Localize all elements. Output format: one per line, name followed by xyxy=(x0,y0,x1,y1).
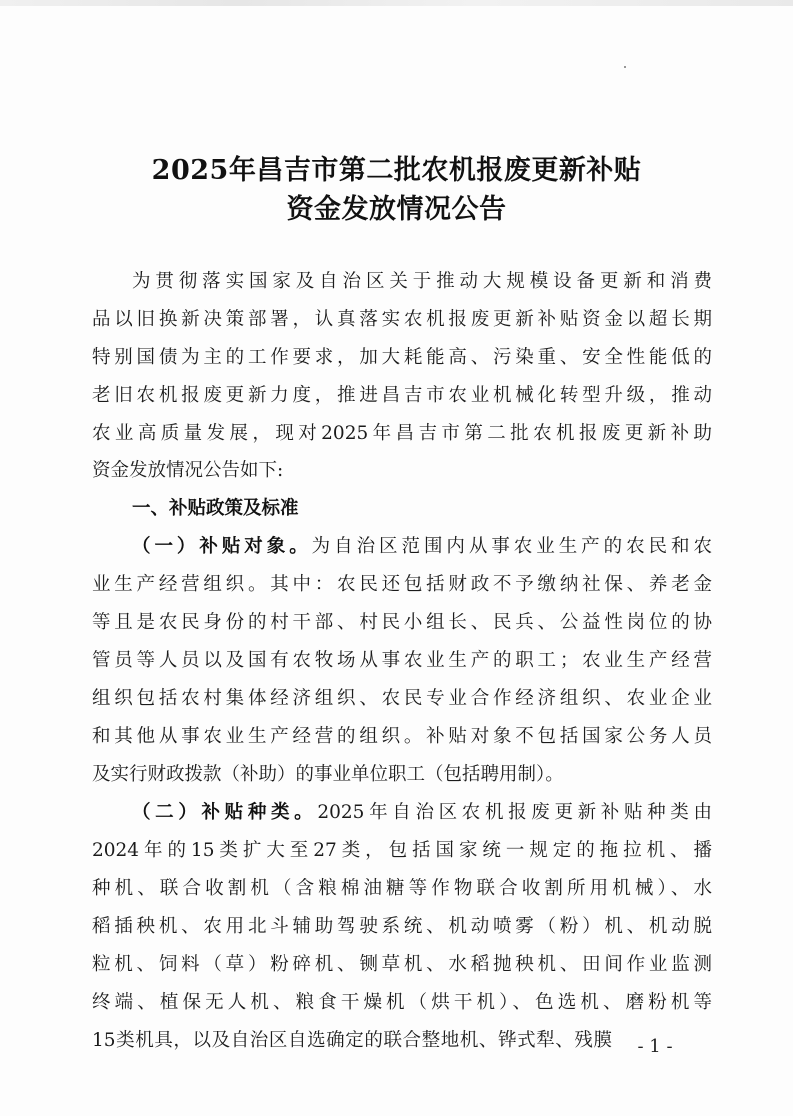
subsection-1-line: 管员等人员以及国有农牧场从事农业生产的职工；农业生产经营 xyxy=(92,650,712,671)
subsection-2-line: 稻插秧机、农用北斗辅助驾驶系统、机动喷雾（粉）机、机动脱 xyxy=(92,916,712,937)
subsection-1-first-line xyxy=(132,535,712,559)
intro-line: 农业高质量发展，现对2025年昌吉市第二批农机报废更新补助 xyxy=(92,423,712,444)
subsection-2-first-line xyxy=(132,801,712,825)
intro-line: 品以旧换新决策部署，认真落实农机报废更新补贴资金以超长期 xyxy=(92,309,712,330)
section-heading: 一、补贴政策及标准 xyxy=(132,498,299,519)
scan-speck xyxy=(624,66,626,68)
subsection-1-text: 为自治区范围内从事农业生产的农民和农 xyxy=(311,536,712,557)
page-number: - 1 - xyxy=(637,1036,673,1057)
subsection-2-line: 终端、植保无人机、粮食干燥机（烘干机）、色选机、磨粉机等 xyxy=(92,992,712,1013)
subsection-2-line: 2024年的15类扩大至27类，包括国家统一规定的拖拉机、播 xyxy=(92,840,712,861)
intro-line: 老旧农机报废更新力度，推进昌吉市农业机械化转型升级，推动 xyxy=(92,385,712,406)
scan-edge xyxy=(0,0,793,6)
subsection-1-line: 业生产经营组织。其中：农民还包括财政不予缴纳社保、养老金 xyxy=(92,574,712,595)
page-title-line-2: 资金发放情况公告 xyxy=(286,194,507,225)
intro-line: 资金发放情况公告如下: xyxy=(92,460,284,481)
subsection-1-label: （一）补贴对象。 xyxy=(132,536,312,557)
subsection-1-line: 和其他从事农业生产经营的组织。补贴对象不包括国家公务人员 xyxy=(92,726,712,747)
subsection-2-text: 2025年自治区农机报废更新补贴种类由 xyxy=(317,802,712,823)
page-title-line-1: 2025年昌吉市第二批农机报废更新补贴 xyxy=(151,155,642,186)
subsection-2-line: 15类机具，以及自治区自选确定的联合整地机、铧式犁、残膜 xyxy=(92,1030,612,1051)
intro-line: 特别国债为主的工作要求，加大耗能高、污染重、安全性能低的 xyxy=(92,347,712,368)
subsection-2-label: （二）补贴种类。 xyxy=(132,802,318,823)
intro-line: 为贯彻落实国家及自治区关于推动大规模设备更新和消费 xyxy=(132,271,712,292)
subsection-2-line: 粒机、饲料（草）粉碎机、铡草机、水稻抛秧机、田间作业监测 xyxy=(92,954,712,975)
subsection-1-line: 等且是农民身份的村干部、村民小组长、民兵、公益性岗位的协 xyxy=(92,612,712,633)
subsection-1-line: 及实行财政拨款（补助）的事业单位职工（包括聘用制）。 xyxy=(92,764,564,785)
subsection-1-line: 组织包括农村集体经济组织、农民专业合作经济组织、农业企业 xyxy=(92,688,712,709)
subsection-2-line: 种机、联合收割机（含粮棉油糖等作物联合收割所用机械）、水 xyxy=(92,878,712,899)
